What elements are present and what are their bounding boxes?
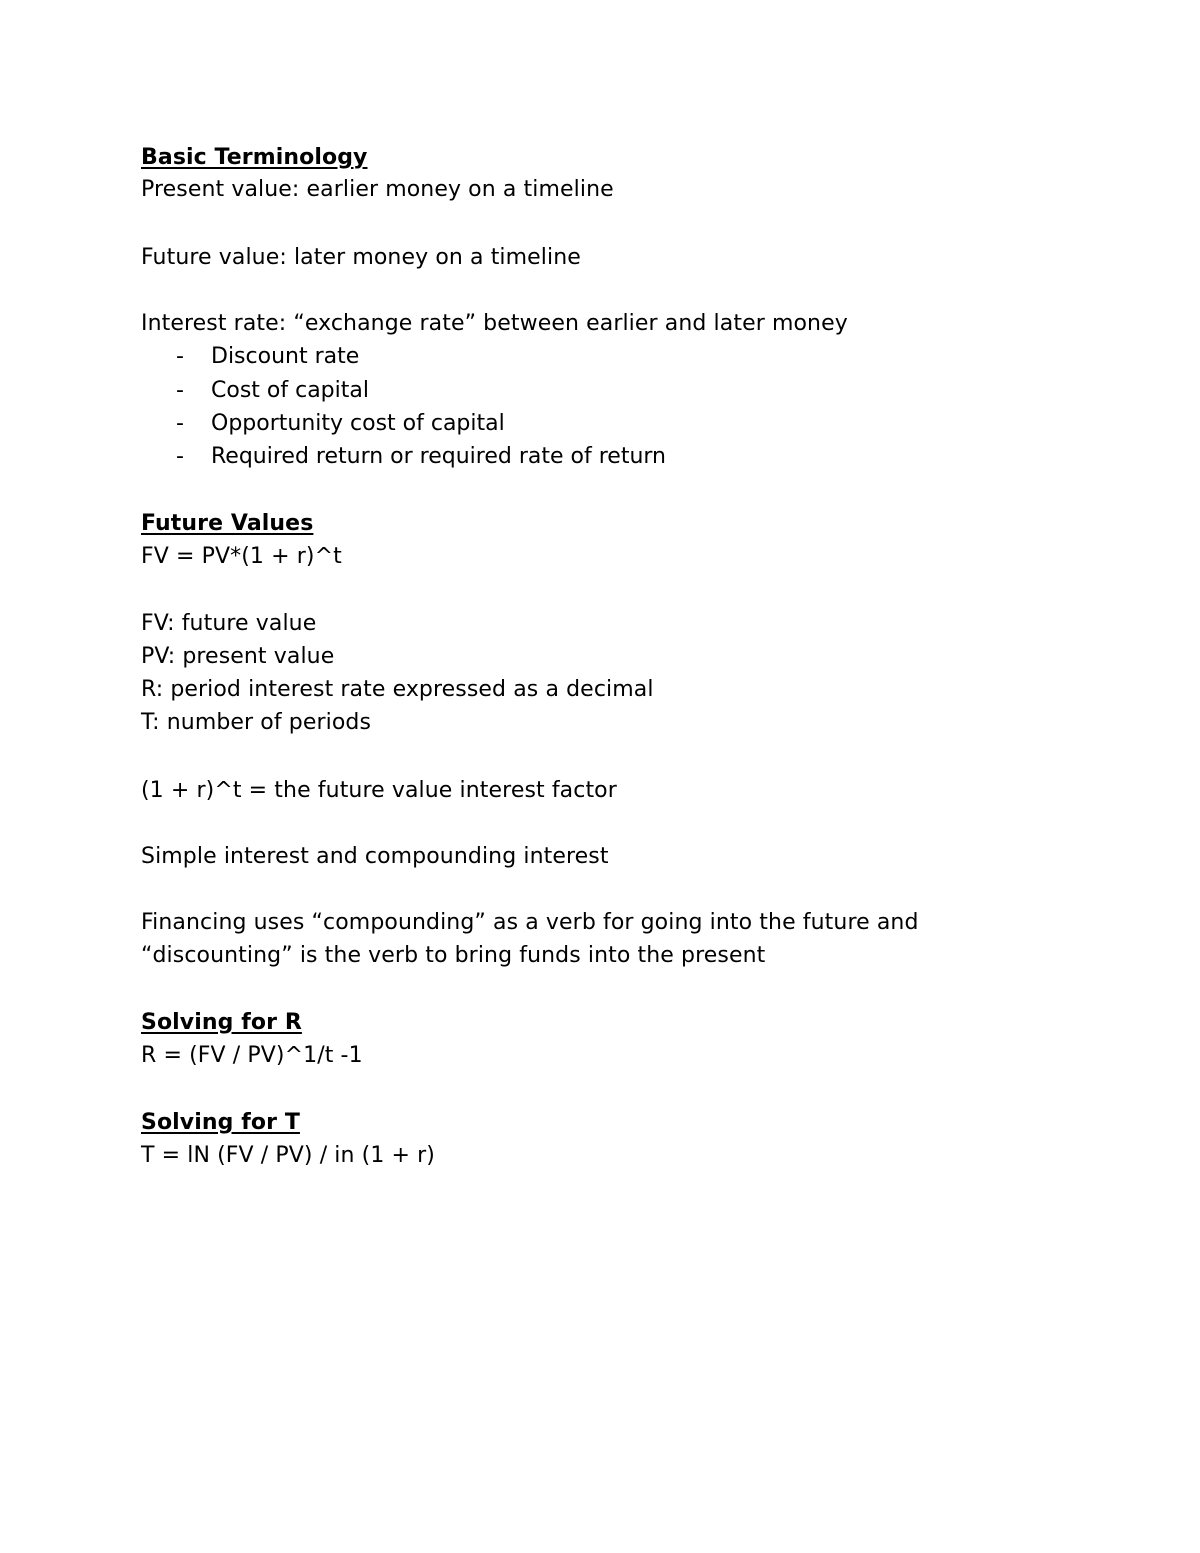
heading-solving-for-r: Solving for R	[141, 1010, 302, 1035]
bullet-marker: -	[176, 411, 184, 436]
heading-solving-for-t: Solving for T	[141, 1110, 300, 1135]
interest-rate-definition: Interest rate: “exchange rate” between earlier and later money	[141, 311, 848, 336]
bullet-marker: -	[176, 444, 184, 469]
present-value-definition: Present value: earlier money on a timeline	[141, 177, 614, 202]
t-formula: T = lN (FV / PV) / in (1 + r)	[141, 1143, 435, 1168]
heading-basic-terminology: Basic Terminology	[141, 145, 368, 170]
definition-pv: PV: present value	[141, 644, 335, 669]
financing-note-line-1: Financing uses “compounding” as a verb for going into the future and	[141, 910, 919, 935]
list-item: Required return or required rate of return	[211, 444, 666, 469]
list-item: Discount rate	[211, 344, 360, 369]
definition-t: T: number of periods	[141, 710, 372, 735]
fv-formula: FV = PV*(1 + r)^t	[141, 544, 342, 569]
list-item: Cost of capital	[211, 378, 369, 403]
interest-types: Simple interest and compounding interest	[141, 844, 609, 869]
heading-future-values: Future Values	[141, 511, 314, 536]
list-item: Opportunity cost of capital	[211, 411, 505, 436]
bullet-marker: -	[176, 344, 184, 369]
future-value-definition: Future value: later money on a timeline	[141, 245, 581, 270]
fv-interest-factor: (1 + r)^t = the future value interest factor	[141, 778, 617, 803]
bullet-marker: -	[176, 378, 184, 403]
r-formula: R = (FV / PV)^1/t -1	[141, 1043, 363, 1068]
financing-note-line-2: “discounting” is the verb to bring funds into the present	[141, 943, 766, 968]
definition-fv: FV: future value	[141, 611, 317, 636]
definition-r: R: period interest rate expressed as a decimal	[141, 677, 654, 702]
